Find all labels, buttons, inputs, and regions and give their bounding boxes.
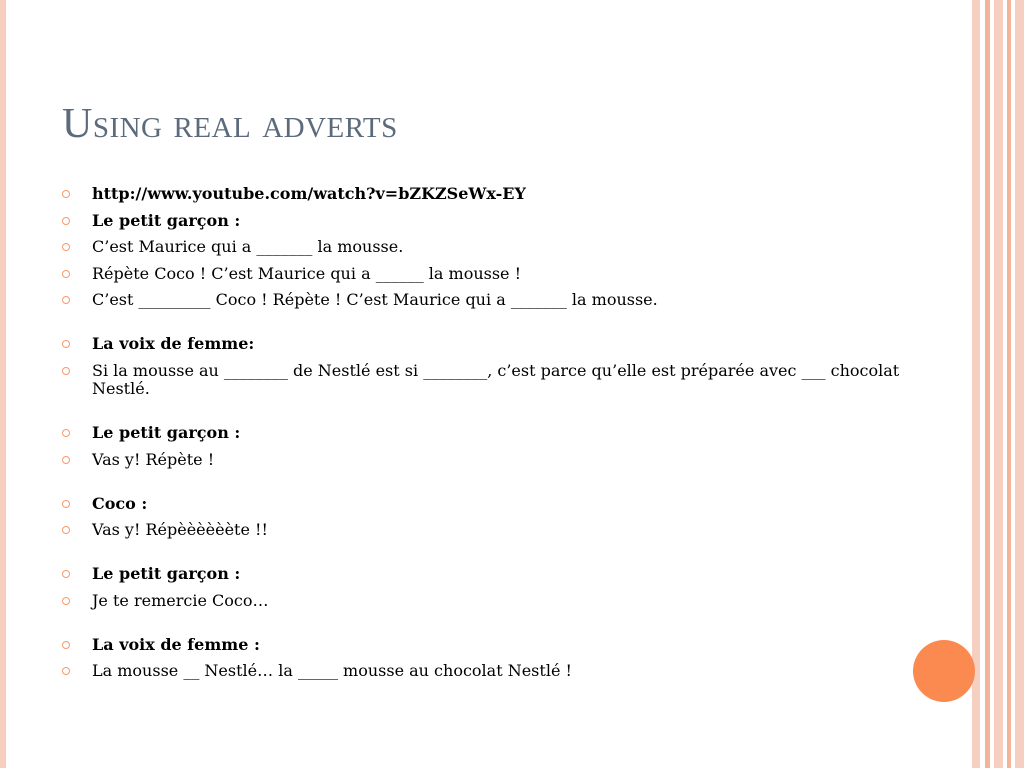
list-item — [62, 265, 902, 283]
bullet-icon — [62, 367, 70, 375]
bullet-icon — [62, 296, 70, 304]
bullet-icon — [62, 217, 70, 225]
list-item — [62, 521, 902, 539]
accent-circle — [913, 640, 975, 702]
list-item-text: Vas y! Répète ! — [92, 449, 215, 469]
list-item — [62, 362, 902, 398]
decorative-stripes — [972, 0, 1024, 768]
list-item-text: Si la mousse au ________ de Nestlé est si ________, c’est parce qu’elle est préparée avec ___ chocolat Nestlé. — [92, 360, 900, 398]
list-item-text: Coco : — [92, 493, 148, 513]
bullet-icon — [62, 526, 70, 534]
list-item-text: C’est Maurice qui a _______ la mousse. — [92, 237, 404, 257]
list-item-text: Vas y! Répèèèèèète !! — [92, 520, 268, 540]
list-item — [62, 565, 902, 583]
list-item-text: C’est _________ Coco ! Répète ! C’est Maurice qui a _______ la mousse. — [92, 290, 658, 310]
slide-title: Using real adverts — [62, 101, 398, 147]
stripe — [1015, 0, 1024, 768]
list-item — [62, 451, 902, 469]
list-item-text: Répète Coco ! C’est Maurice qui a ______ la mousse ! — [92, 263, 522, 283]
list-item — [62, 212, 902, 230]
list-item-link[interactable] — [62, 185, 902, 203]
list-item — [62, 662, 902, 680]
list-item-text: La voix de femme: — [92, 334, 255, 354]
bullet-icon — [62, 597, 70, 605]
list-item-text: Le petit garçon : — [92, 422, 241, 442]
bullet-icon — [62, 429, 70, 437]
bullet-icon — [62, 190, 70, 198]
list-item-text: Je te remercie Coco… — [92, 590, 269, 610]
list-item-text: http://www.youtube.com/watch?v=bZKZSeWx-EY — [92, 184, 526, 203]
bullet-icon — [62, 667, 70, 675]
list-item-text: La mousse __ Nestlé… la _____ mousse au chocolat Nestlé ! — [92, 661, 572, 681]
stripe — [1007, 0, 1011, 768]
list-item — [62, 592, 902, 610]
list-item — [62, 495, 902, 513]
stripe — [972, 0, 980, 768]
left-border — [0, 0, 6, 768]
stripe — [985, 0, 990, 768]
list-item — [62, 424, 902, 442]
bullet-icon — [62, 570, 70, 578]
list-item — [62, 238, 902, 256]
bullet-icon — [62, 243, 70, 251]
bullet-icon — [62, 456, 70, 464]
stripe — [994, 0, 1003, 768]
list-item-text: Le petit garçon : — [92, 210, 241, 230]
list-item — [62, 636, 902, 654]
bullet-icon — [62, 641, 70, 649]
list-item-text: Le petit garçon : — [92, 564, 241, 584]
list-item — [62, 335, 902, 353]
bullet-list — [62, 185, 902, 689]
bullet-icon — [62, 340, 70, 348]
list-item-text: La voix de femme : — [92, 634, 260, 654]
bullet-icon — [62, 500, 70, 508]
list-item — [62, 291, 902, 309]
bullet-icon — [62, 270, 70, 278]
